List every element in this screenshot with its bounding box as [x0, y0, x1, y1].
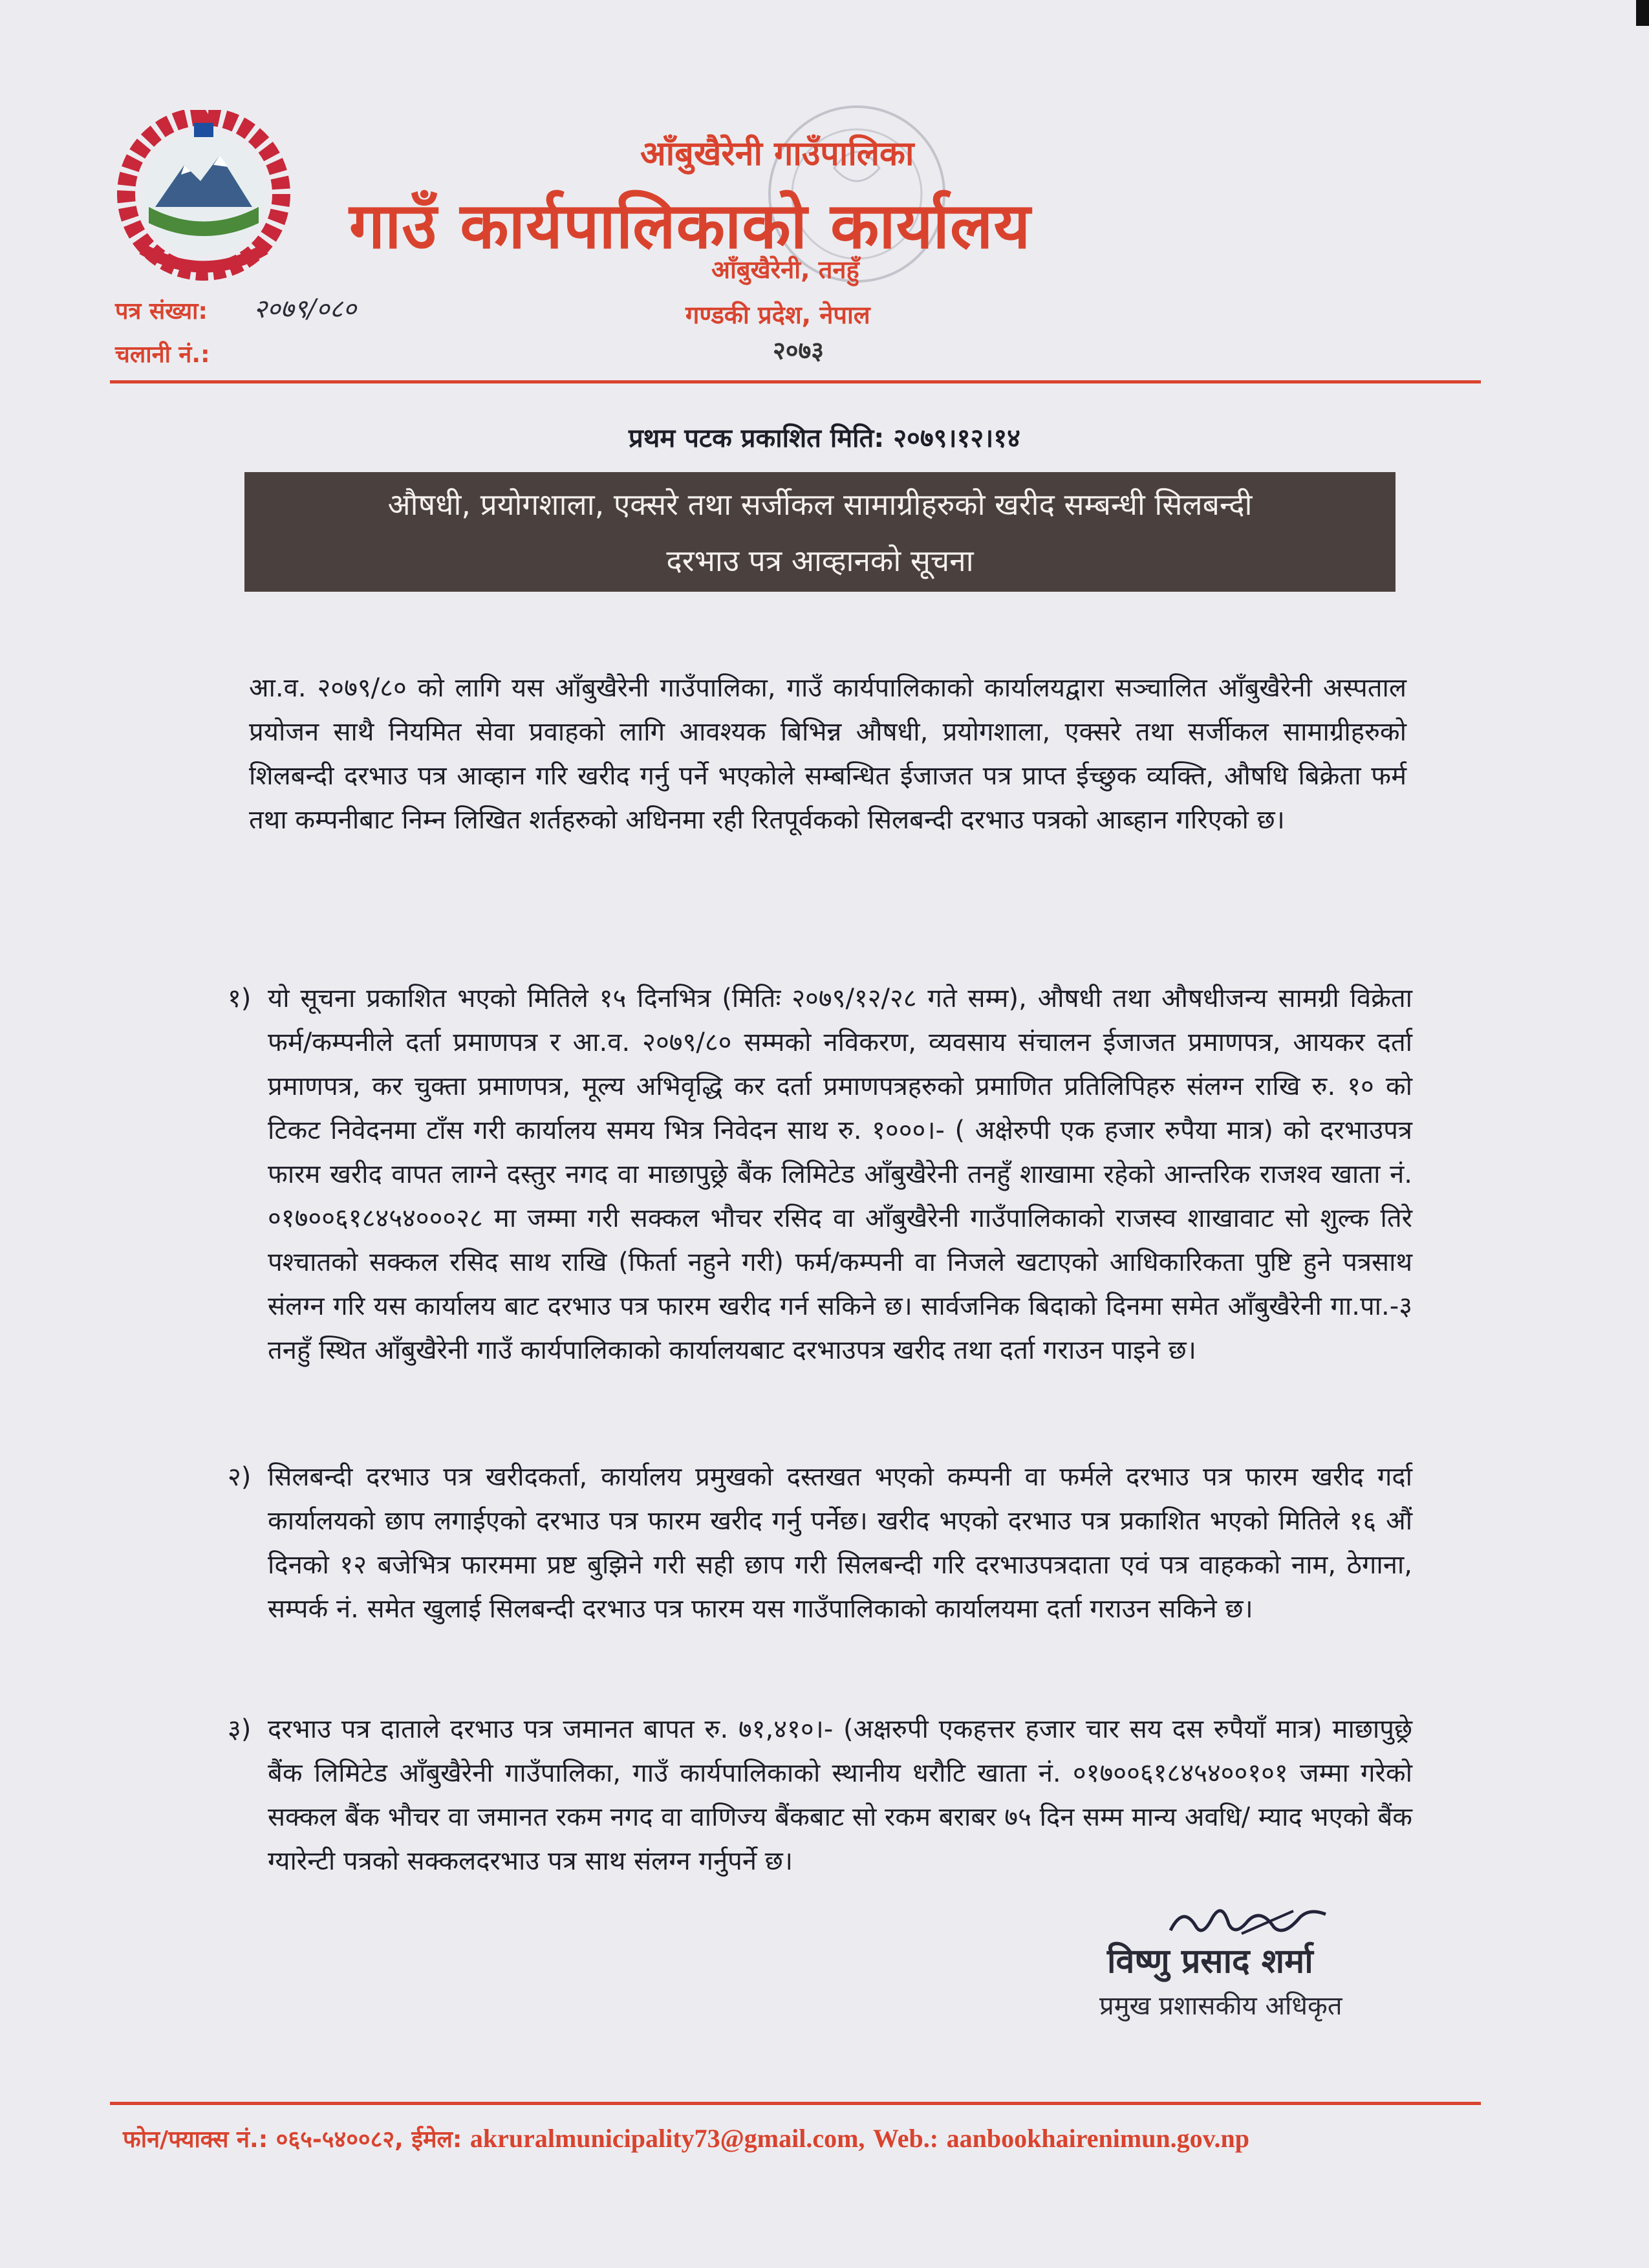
notice-title-line2: दरभाउ पत्र आव्हानको सूचना: [666, 543, 974, 578]
letter-no-value: २०७९/०८०: [253, 294, 357, 324]
phone-number: ०६५-५४००८२,: [275, 2126, 404, 2153]
office-title: गाउँ कार्यपालिकाको कार्यालय: [349, 189, 1031, 263]
first-published-date: प्रथम पटक प्रकाशित मिति: २०७९।१२।१४: [629, 424, 1020, 453]
web-label: Web.:: [872, 2124, 939, 2153]
condition-number: २): [228, 1462, 252, 1492]
condition-text: दरभाउ पत्र दाताले दरभाउ पत्र जमानत बापत रु. ७१,४१०।- (अक्षरुपी एकहत्तर हजार चार सय दस रुपैयाँ मात्र) माछापुछ्रे बैंक लिमिटेड आँबुखैरेनी गाउँपालिका, गाउँ कार्यपालिकाको स्थानीय धरौटि खाता नं. ०१७००६१८४५४००१०१ जम्मा गरेको सक्कल बैंक भौचर वा जमानत रकम नगद वा वाणिज्य बैंकबाट सो रकम बराबर ७५ दिन सम्म मान्य अवधि/ म्याद भएको बैंक ग्यारेन्टी पत्रको सक्कलदरभाउ पत्र साथ संलग्न गर्नुपर्ने छ।: [268, 1714, 1412, 1876]
letter-no-label: पत्र संख्या:: [115, 298, 208, 325]
notice-title-line1: औषधी, प्रयोगशाला, एक्सरे तथा सर्जीकल सामाग्रीहरुको खरीद सम्बन्धी सिलबन्दी: [387, 487, 1253, 522]
office-province: गण्डकी प्रदेश, नेपाल: [685, 301, 870, 329]
office-address: आँबुखैरेनी, तनहुँ: [711, 255, 859, 284]
email-label: ईमेल:: [411, 2126, 462, 2153]
municipality-name: आँबुखैरेनी गाउँपालिका: [640, 135, 914, 173]
condition-number: ३): [228, 1714, 252, 1744]
condition-text: सिलबन्दी दरभाउ पत्र खरीदकर्ता, कार्यालय प्रमुखको दस्तखत भएको कम्पनी वा फर्मले दरभाउ पत्र फारम खरीद गर्दा कार्यालयको छाप लगाईएको दरभाउ पत्र फारम खरीद गर्नु पर्नेछ। खरीद भएको दरभाउ पत्र प्रकाशित भएको मितिले १६ औं दिनको १२ बजेभित्र फारममा प्रष्ट बुझिने गरी सही छाप गरी सिलबन्दी गरि दरभाउपत्रदाता एवं पत्र वाहकको नाम, ठेगाना, सम्पर्क नं. समेत खुलाई सिलबन्दी दरभाउ पत्र फारम यस गाउँपालिकाको कार्यालयमा दर्ता गराउन सकिने छ।: [268, 1462, 1412, 1624]
header-divider: [110, 380, 1481, 383]
signatory-title: प्रमुख प्रशासकीय अधिकृत: [1099, 1991, 1342, 2021]
phone-label: फोन/फ्याक्स नं.:: [123, 2126, 268, 2153]
established-year: २०७३: [773, 336, 824, 365]
dispatch-no-label: चलानी नं.:: [115, 341, 210, 368]
scan-edge: [1636, 0, 1649, 26]
footer-contact: [123, 2122, 1249, 2154]
website-url: aanbookhairenimun.gov.np: [946, 2124, 1249, 2153]
notice-title-banner: [244, 472, 1396, 592]
footer-divider: [110, 2102, 1481, 2105]
notice-intro: आ.व. २०७९/८० को लागि यस आँबुखैरेनी गाउँपालिका, गाउँ कार्यपालिकाको कार्यालयद्वारा सञ्चालित आँबुखैरेनी अस्पताल प्रयोजन साथै नियमित सेवा प्रवाहको लागि आवश्यक बिभिन्न औषधी, प्रयोगशाला, एक्सरे तथा सर्जीकल सामाग्रीहरुको शिलबन्दी दरभाउ पत्र आव्हान गरि खरीद गर्नु पर्ने भएकोले सम्बन्धित ईजाजत पत्र प्राप्त ईच्छुक व्यक्ति, औषधि बिक्रेता फर्म तथा कम्पनीबाट निम्न लिखित शर्तहरुको अधिनमा रही रितपूर्वकको सिलबन्दी दरभाउ पत्रको आब्हान गरिएको छ।: [249, 673, 1406, 835]
signatory-name: विष्णु प्रसाद शर्मा: [1107, 1942, 1313, 1981]
condition-number: १): [228, 984, 252, 1013]
condition-text: यो सूचना प्रकाशित भएको मितिले १५ दिनभित्र (मितिः २०७९/१२/२८ गते सम्म), औषधी तथा औषधीजन्य सामग्री विक्रेता फर्म/कम्पनीले दर्ता प्रमाणपत्र र आ.व. २०७९/८० सम्मको नविकरण, व्यवसाय संचालन ईजाजत प्रमाणपत्र, आयकर दर्ता प्रमाणपत्र, कर चुक्ता प्रमाणपत्र, मूल्य अभिवृद्धि कर दर्ता प्रमाणपत्रहरुको प्रमाणित प्रतिलिपिहरु संलग्न राखि रु. १० को टिकट निवेदनमा टाँस गरी कार्यालय समय भित्र निवेदन साथ रु. १०००।- ( अक्षेरुपी एक हजार रुपैया मात्र) को दरभाउपत्र फारम खरीद वापत लाग्ने दस्तुर नगद वा माछापुछ्रे बैंक लिमिटेड आँबुखैरेनी तनहुँ शाखामा रहेको आन्तरिक राजश्व खाता नं. ०१७००६१८४५४०००२८ मा जम्मा गरी सक्कल भौचर रसिद वा आँबुखैरेनी गाउँपालिकाको राजस्व शाखावाट सो शुल्क तिरे पश्चातको सक्कल रसिद साथ राखि (फिर्ता नहुने गरी) फर्म/कम्पनी वा निजले खटाएको आधिकारिकता पुष्टि हुने पत्रसाथ संलग्न गरि यस कार्यालय बाट दरभाउ पत्र फारम खरीद गर्न सकिने छ। सार्वजनिक बिदाको दिनमा समेत आँबुखैरेनी गा.पा.-३ तनहुँ स्थित आँबुखैरेनी गाउँ कार्यपालिकाको कार्यालयबाट दरभाउपत्र खरीद तथा दर्ता गराउन पाइने छ।: [268, 984, 1412, 1365]
nepal-emblem-icon: [116, 110, 291, 285]
email-address: akruralmunicipality73@gmail.com,: [469, 2124, 865, 2153]
